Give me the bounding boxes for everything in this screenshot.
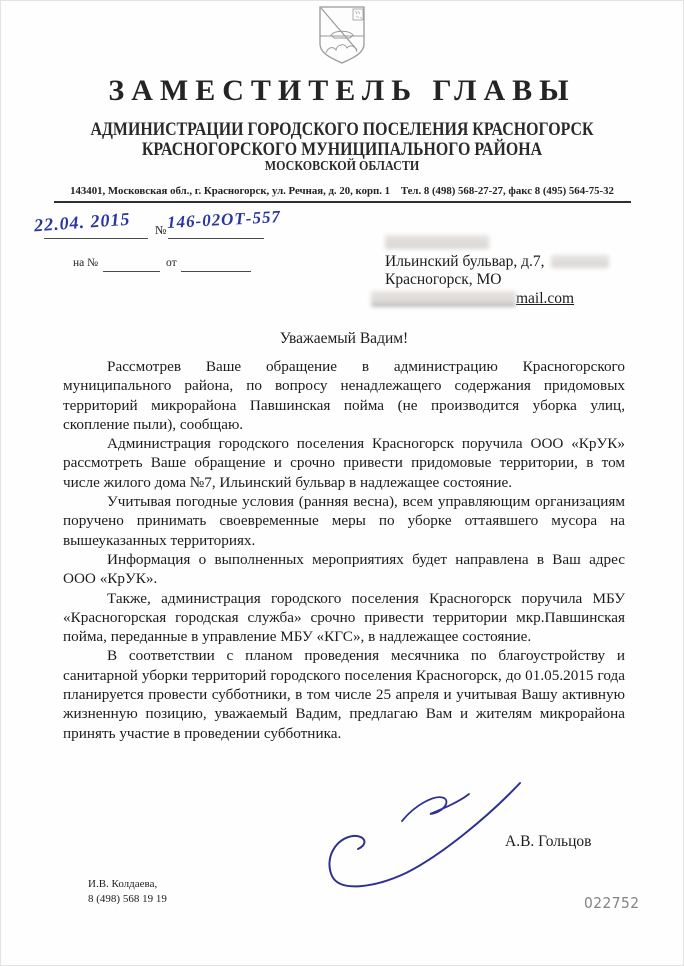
paragraph-6: В соответствии с планом проведения месячника по благоустройству и санитарной уборки территорий городского поселения Красногорск, до 01.05.2015 года планируется провести субботники, в том числе 25 апреля и учитывая Вашу активную жизненную позицию, уважаемый Вадим, предлагаю Вам и жителям микрорайона принять участие в проведении субботника. <box>63 647 625 742</box>
letterhead-org-line-3: МОСКОВСКОЙ ОБЛАСТИ <box>264 159 420 174</box>
paragraph-1: Рассмотрев Ваше обращение в администрацию Красногорского муниципального района, по вопросу ненадлежащего содержания придомовых территорий микрорайона Павшинская пойма (не производится уборка улиц, скопление пыли), сообщаю. <box>63 358 625 433</box>
letterhead-org-line-2: КРАСНОГОРСКОГО МУНИЦИПАЛЬНОГО РАЙОНА <box>141 140 543 160</box>
letter-body <box>63 357 625 743</box>
paragraph-5: Также, администрация городского поселения Красногорск поручила МБУ «Красногорская городская служба» срочно привести территории мкр.Павшинская пойма, переданные в управление МБУ «КГС», в надлежащее состояние. <box>63 589 625 646</box>
executor-name: И.В. Колдаева, <box>88 878 158 890</box>
letterhead-divider <box>54 201 631 203</box>
handwritten-outgoing-number: 146-02ОТ-557 <box>166 207 282 232</box>
executor-block <box>88 877 167 906</box>
number-underline <box>168 238 264 239</box>
redacted-recipient-name <box>385 235 489 249</box>
letterhead-contact-line: 143401, Московская обл., г. Красногорск, ул. Речная, д. 20, корп. 1 Тел. 8 (498) 568-27-27, факс 8 (495) 564-75-32 <box>70 185 614 197</box>
recipient-address-line: Ильинский бульвар, д.7, <box>385 252 545 270</box>
paragraph-3: Учитывая погодные условия (ранняя весна), всем управляющим организациям поручено принимать своевременные меры по уборке оттаявшего мусора на вышеуказанных территориях. <box>63 493 625 549</box>
letterhead-org-line-1: АДМИНИСТРАЦИИ ГОРОДСКОГО ПОСЕЛЕНИЯ КРАСНОГОРСК <box>90 120 594 140</box>
redacted-email-prefix <box>371 291 516 306</box>
recipient-block <box>385 234 609 308</box>
reply-from-date-label: от <box>166 257 177 269</box>
paragraph-4: Информация о выполненных мероприятиях будет направлена в Ваш адрес ООО «КрУК». <box>63 550 625 588</box>
letterhead-title: ЗАМЕСТИТЕЛЬ ГЛАВЫ <box>108 74 576 107</box>
salutation: Уважаемый Вадим! <box>279 330 409 347</box>
reply-number-underline <box>103 271 160 272</box>
signatory-name: А.В. Гольцов <box>505 833 592 850</box>
handwritten-date: 22.04. 2015 <box>33 208 132 236</box>
number-sign-label: № <box>155 223 167 237</box>
recipient-email-visible: mail.com <box>516 289 575 307</box>
reply-date-underline <box>181 271 251 272</box>
redacted-apartment-number <box>551 255 609 268</box>
executor-phone: 8 (498) 568 19 19 <box>88 892 167 905</box>
krasnogorsk-coat-of-arms-icon <box>317 6 367 64</box>
registration-stamp-number: 022752 <box>584 894 640 912</box>
date-underline <box>44 238 148 239</box>
paragraph-2: Администрация городского поселения Красногорск поручила ООО «КрУК» рассмотреть Ваше обращение и срочно привести придомовые территории, в том числе жилого дома №7, Ильинский бульвар в надлежащее состояние. <box>63 435 625 491</box>
recipient-city-line: Красногорск, МО <box>385 271 502 288</box>
reply-to-number-label: на № <box>73 257 99 269</box>
